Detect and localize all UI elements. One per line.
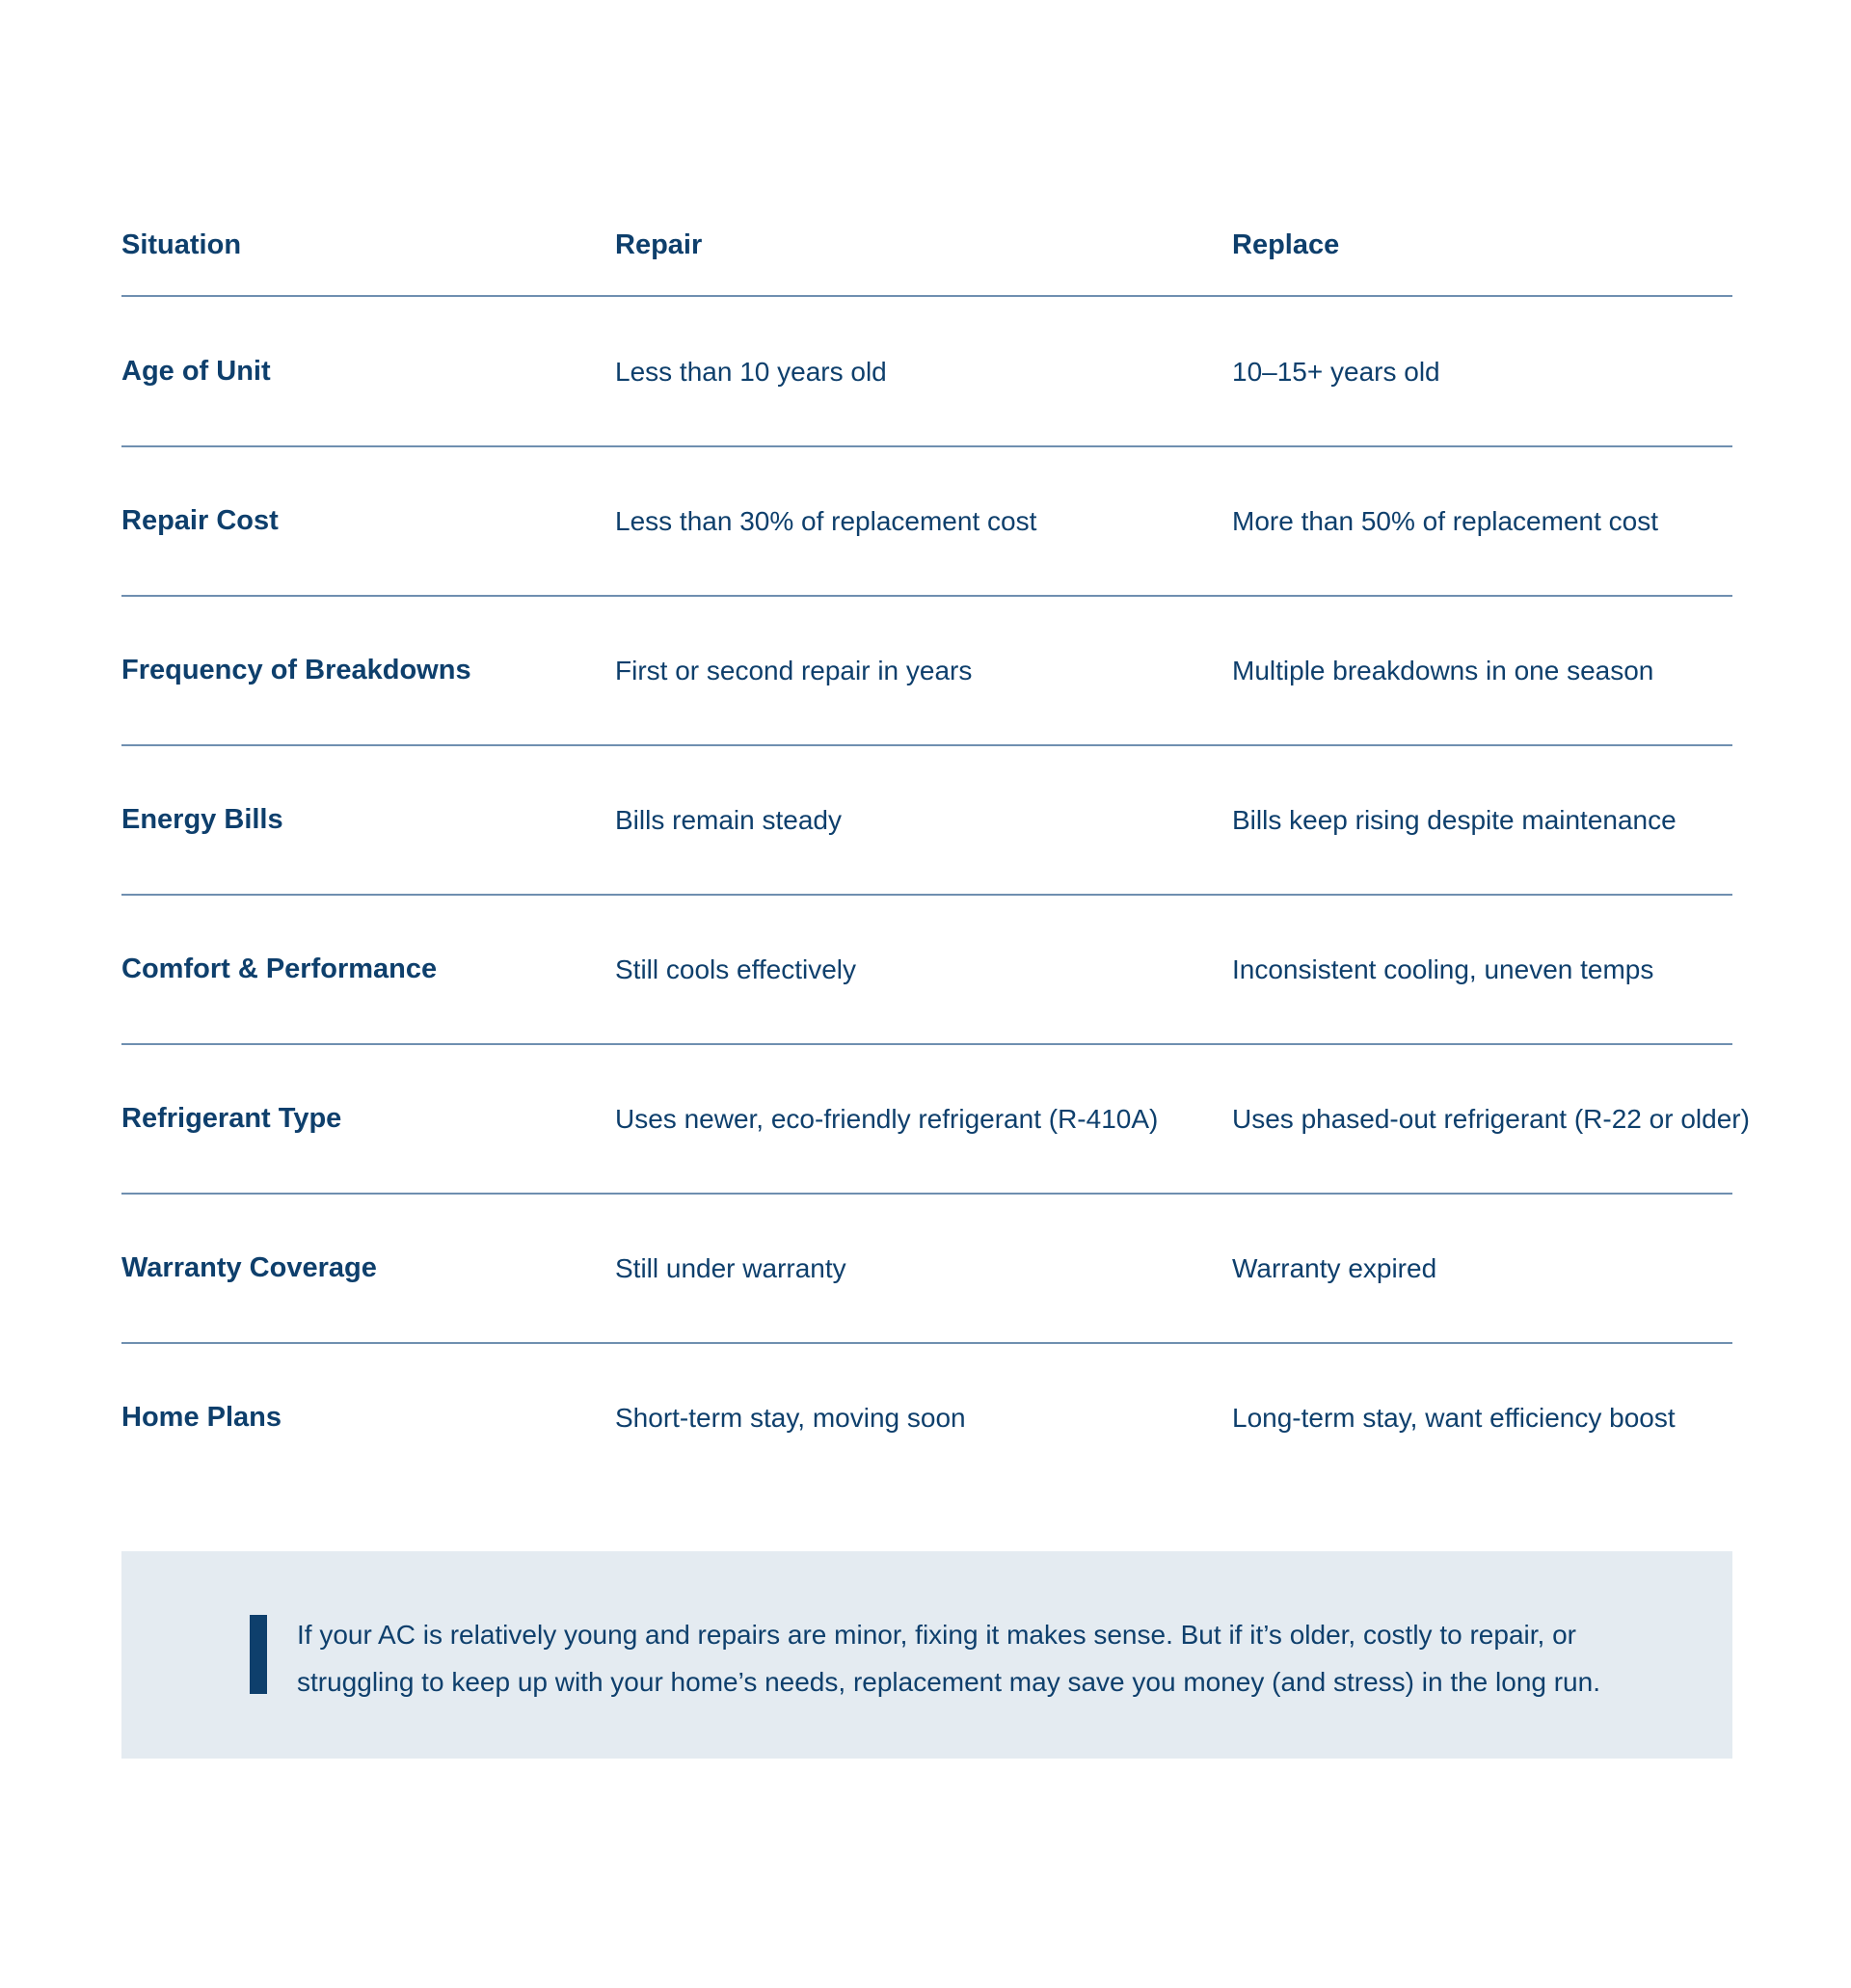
replace-cell: Uses phased-out refrigerant (R-22 or older) bbox=[1232, 1103, 1750, 1134]
situation-cell: Home Plans bbox=[121, 1402, 282, 1433]
table-row bbox=[121, 446, 1732, 596]
table-row bbox=[121, 895, 1732, 1044]
repair-cell: Less than 10 years old bbox=[615, 356, 887, 387]
replace-cell: More than 50% of replacement cost bbox=[1232, 505, 1659, 536]
replace-cell: Inconsistent cooling, uneven temps bbox=[1232, 954, 1654, 984]
replace-cell: Long-term stay, want efficiency boost bbox=[1232, 1402, 1676, 1433]
table-row bbox=[121, 1343, 1732, 1492]
repair-cell: Still under warranty bbox=[615, 1252, 846, 1283]
replace-cell: Multiple breakdowns in one season bbox=[1232, 655, 1654, 685]
repair-cell: Less than 30% of replacement cost bbox=[615, 505, 1037, 536]
replace-cell: Warranty expired bbox=[1232, 1252, 1437, 1283]
repair-cell: Uses newer, eco-friendly refrigerant (R-410A) bbox=[615, 1103, 1159, 1134]
table-row bbox=[121, 596, 1732, 745]
comparison-table bbox=[121, 214, 1750, 1492]
situation-cell: Energy Bills bbox=[121, 804, 283, 835]
table-row bbox=[121, 297, 1732, 446]
situation-cell: Repair Cost bbox=[121, 505, 279, 536]
repair-cell: Still cools effectively bbox=[615, 954, 857, 984]
summary-callout bbox=[121, 1551, 1732, 1759]
table-header-row bbox=[121, 214, 1732, 297]
quote-bar bbox=[250, 1615, 267, 1694]
table-row bbox=[121, 745, 1732, 895]
repair-cell: Short-term stay, moving soon bbox=[615, 1402, 966, 1433]
table-row bbox=[121, 1194, 1732, 1343]
header-repair: Repair bbox=[615, 229, 703, 260]
table-row bbox=[121, 1044, 1750, 1194]
situation-cell: Frequency of Breakdowns bbox=[121, 655, 471, 685]
repair-cell: Bills remain steady bbox=[615, 804, 842, 835]
replace-cell: Bills keep rising despite maintenance bbox=[1232, 804, 1677, 835]
header-replace: Replace bbox=[1232, 229, 1340, 260]
replace-cell: 10–15+ years old bbox=[1232, 356, 1440, 387]
situation-cell: Refrigerant Type bbox=[121, 1103, 342, 1134]
callout-text: If your AC is relatively young and repairs are minor, fixing it makes sense. But if it’s older, costly to repair, or struggling to keep up with your home’s needs, replacement may save you money (and stress) in the long run. bbox=[297, 1620, 1600, 1697]
situation-cell: Warranty Coverage bbox=[121, 1252, 377, 1283]
situation-cell: Comfort & Performance bbox=[121, 954, 438, 984]
header-situation: Situation bbox=[121, 229, 242, 260]
repair-cell: First or second repair in years bbox=[615, 655, 973, 685]
situation-cell: Age of Unit bbox=[121, 356, 271, 387]
